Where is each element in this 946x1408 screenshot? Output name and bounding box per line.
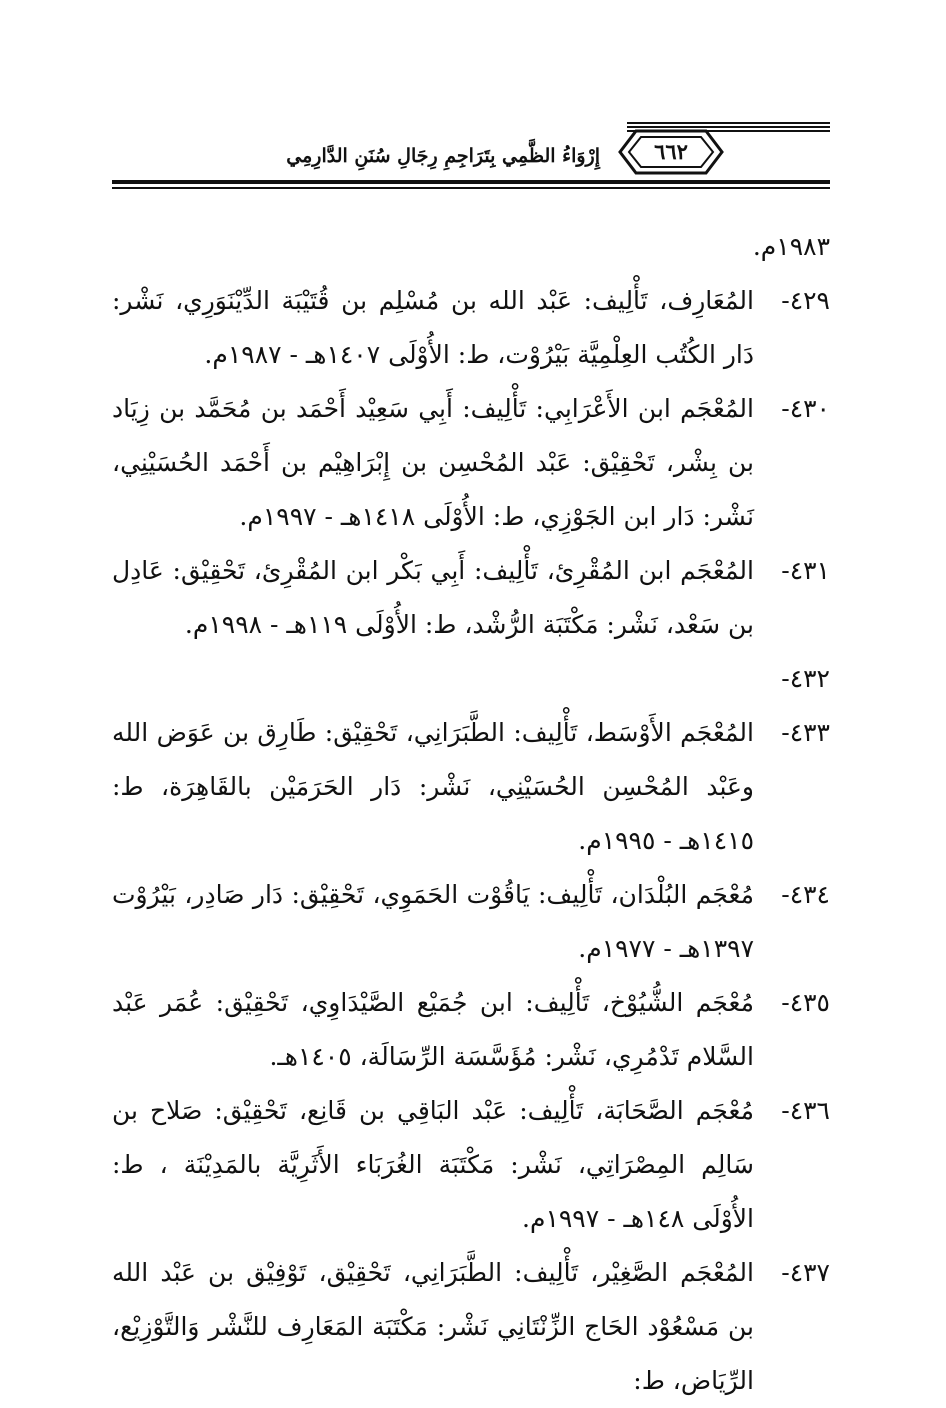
bibliography-entry	[112, 868, 830, 976]
entry-text	[112, 652, 754, 706]
bibliography-entry	[112, 274, 830, 382]
bibliography-list	[112, 220, 830, 1408]
entry-number: ٤٢٩-	[781, 286, 830, 315]
page-number: ٦٦٢	[654, 139, 688, 164]
entry-text: مُعْجَم الصَّحَابَة، تَأْلِيف: عَبْد البَاقِي بن قَانِع، تَحْقِيْق: صَلاح بن سَالِم المِصْرَاتِي، نَشْر: مَكْتَبَة الغُرَبَاء الأَثَرِيَّة بالمَدِيْنَة ، ط: الأُوْلَى ١٤٨هـ - ١٩٩٧م.	[112, 1096, 754, 1233]
entry-text: مُعْجَم البُلْدَان، تَأْلِيف: يَاقُوْت الحَمَوِي، تَحْقِيْق: دَار صَادِر، بَيْرُوْت ١٣٩٧هـ - ١٩٧٧م.	[112, 880, 754, 963]
page-number-badge	[616, 128, 726, 176]
bibliography-entry	[112, 652, 830, 706]
entry-text: المُعْجَم الصَّغِيْر، تَأْلِيف: الطَّبَرَانِي، تَحْقِيْق، تَوْفِيْق بن عَبْد الله بن مَسْعُوْد الحَاج الزِّنْتَانِي نَشْر: مَكْتَبَة المَعَارِف للنَّشْر وَالتَّوْزِيْع، الرِّيَاض، ط:	[112, 1258, 754, 1395]
entry-number: ٤٣٤-	[781, 880, 830, 909]
bibliography-entry	[112, 382, 830, 544]
continuation-line: ١٩٨٣م.	[752, 232, 830, 261]
running-title: إِرْوَاءُ الظَّمِي بِتَرَاجِمِ رِجَالِ سُنَنِ الدَّارِمِي	[286, 145, 600, 167]
entry-text: المُعَارِف، تَأْلِيف: عَبْد الله بن مُسْلِم بن قُتَيْبَة الدِّيْنَوَرِي، نَشْر: دَار الكُتُب العِلْمِيَّة بَيْرُوْت، ط: الأُوْلَى ١٤٠٧هـ - ١٩٨٧م.	[112, 286, 754, 369]
entry-text: المُعْجَم ابن الأَعْرَابِي: تَأْلِيف: أَبِي سَعِيْد أَحْمَد بن مُحَمَّد بن زِيَاد بن بِشْر، تَحْقِيْق: عَبْد المُحْسِن بن إِبْرَاهِيْم بن أَحْمَد الحُسَيْنِي، نَشْر: دَار ابن الجَوْزِي، ط: الأُوْلَى ١٤١٨هـ - ١٩٩٧م.	[112, 394, 754, 531]
entry-number: ٤٣١-	[781, 556, 830, 585]
entry-text: مُعْجَم الشُّيُوْخ، تَأْلِيف: ابن جُمَيْع الصَّيْدَاوِي، تَحْقِيْق: عُمَر عَبْد السَّلام تَدْمُرِي، نَشْر: مُؤَسَّسَة الرِّسَالَة، ١٤٠٥هـ.	[112, 988, 754, 1071]
bibliography-entry	[112, 976, 830, 1084]
entry-text: المُعْجَم الأَوْسَط، تَأْلِيف: الطَّبَرَانِي، تَحْقِيْق: طَارِق بن عَوَض الله وعَبْد المُحْسِن الحُسَيْنِي، نَشْر: دَار الحَرَمَيْن بالقَاهِرَة، ط: ١٤١٥هـ - ١٩٩٥م.	[112, 718, 754, 855]
bibliography-entry	[112, 1084, 830, 1246]
entry-number: ٤٣٥-	[781, 988, 830, 1017]
bibliography-entry	[112, 706, 830, 868]
entries-container	[112, 274, 830, 1408]
entry-number: ٤٣٠-	[781, 394, 830, 423]
header-bottom-rules	[112, 180, 830, 189]
bibliography-entry	[112, 544, 830, 652]
entry-number: ٤٣٢-	[781, 664, 830, 693]
entry-number: ٤٣٧-	[781, 1258, 830, 1287]
entry-number: ٤٣٦-	[781, 1096, 830, 1125]
entry-number: ٤٣٣-	[781, 718, 830, 747]
bibliography-entry	[112, 1246, 830, 1408]
entry-text: المُعْجَم ابن المُقْرِئ، تَأْلِيف: أَبِي بَكْر ابن المُقْرِئ، تَحْقِيْق: عَادِل بن سَعْد، نَشْر: مَكْتَبَة الرُّشْد، ط: الأُوْلَى ١١٩هـ - ١٩٩٨م.	[112, 556, 754, 639]
